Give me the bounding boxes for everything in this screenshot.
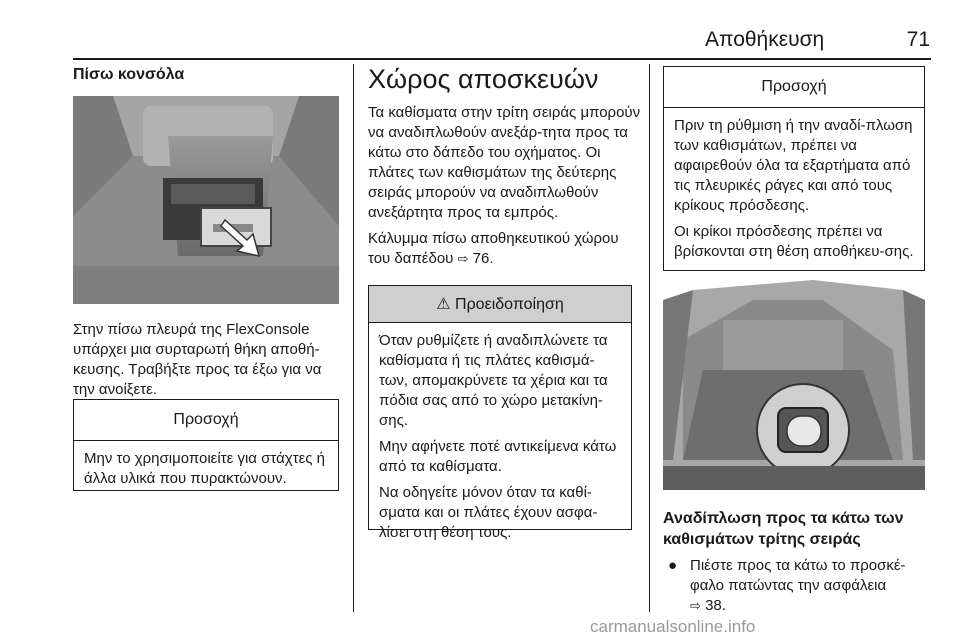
column-divider-right (649, 64, 650, 612)
caution-box-left-text: Μην το χρησιμοποιείτε για στάχτες ή άλλα υλικά που πυρακτώνουν. (84, 450, 325, 487)
warning-title: Προειδοποίηση (455, 296, 564, 313)
caution-box-right-text-2: Οι κρίκοι πρόσδεσης πρέπει να βρίσκονται στη θέση αποθήκευ-σης. (674, 223, 914, 260)
rear-console-paragraph: Στην πίσω πλευρά της FlexConsole υπάρχει μια συρταρωτή θήκη αποθή-κευσης. Τραβήξτε προς τα έξω για να την ανοίξετε. (73, 321, 322, 398)
warning-text-1: Όταν ρυθμίζετε ή αναδιπλώνετε τα καθίσματα ή τις πλάτες καθισμά-των, απομακρύνετε τα χέρια και τα πόδια σας από το χώρο μετακίνη-σης. (379, 332, 608, 429)
caution-box-right (663, 66, 925, 271)
warning-triangle-icon: ⚠ (436, 294, 451, 313)
rear-console-heading: Πίσω κονσόλα (73, 66, 185, 83)
caution-box-left (73, 399, 339, 491)
floor-storage-page-link[interactable]: 76. (472, 250, 494, 267)
bullet-icon: ● (668, 557, 678, 574)
header-title: Αποθήκευση (705, 28, 825, 51)
column-divider-left (353, 64, 354, 612)
rear-console-illustration (73, 96, 339, 304)
floor-storage-text: Κάλυμμα πίσω αποθηκευτικού χώρου του δαπέδου (368, 230, 619, 267)
luggage-area-illustration (663, 280, 925, 490)
luggage-area-heading: Χώρος αποσκευών (368, 64, 599, 94)
page-reference-icon: ⇨ (690, 599, 701, 614)
caution-box-left-title: Προσοχή (74, 400, 338, 441)
luggage-area-paragraph: Τα καθίσματα στην τρίτη σειράς μπορούν να αναδιπλωθούν ανεξάρ-τητα προς τα κάτω στο δάπεδο του οχήματος. Οι πλάτες των καθισμάτων της δεύτερης σειράς μπορούν να αναδιπλωθούν ανεξάρτητα προς τα εμπρός. (368, 104, 641, 221)
list-item (668, 556, 925, 617)
warning-box (368, 285, 632, 541)
fold-third-row-heading: Αναδίπλωση προς τα κάτω των καθισμάτων τρίτης σειράς (663, 510, 904, 548)
watermark: carmanualsonline.info (590, 617, 756, 636)
page-number: 71 (906, 28, 930, 51)
page-reference-icon: ⇨ (457, 252, 469, 267)
warning-text-3: Να οδηγείτε μόνον όταν τα καθί-σματα και οι πλάτες έχουν ασφα-λίσει στη θέση τους. (379, 484, 598, 541)
warning-text-2: Μην αφήνετε ποτέ αντικείμενα κάτω από τα καθίσματα. (379, 438, 617, 475)
caution-box-right-title: Προσοχή (664, 67, 924, 108)
floor-storage-reference (368, 229, 643, 270)
caution-box-right-text-1: Πριν τη ρύθμιση ή την αναδί-πλωση των καθισμάτων, πρέπει να αφαιρεθούν όλα τα εξαρτήματα από τις πλευρικές ράγες και από τους κρίκους πρόσδεσης. (674, 117, 913, 214)
bullet-text: Πιέστε προς τα κάτω το προσκέ-φαλο πατώντας την ασφάλεια (690, 557, 906, 594)
bullet-page-link[interactable]: 38. (705, 597, 726, 614)
header-rule (73, 58, 931, 60)
